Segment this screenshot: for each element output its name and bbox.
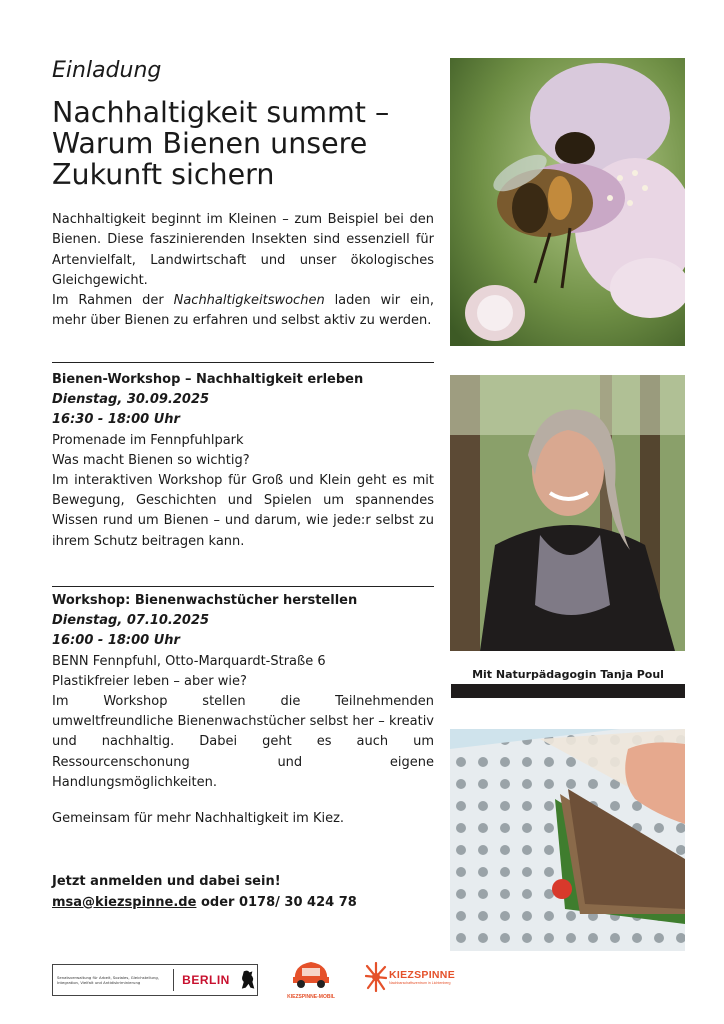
event-1-question: Was macht Bienen so wichtig? <box>52 452 250 468</box>
senate-text: Senatsverwaltung für Arbeit, Soziales, Gleichstellung, Integration, Vielfalt und Antidiskriminierung <box>57 975 159 985</box>
senate-berlin-logo <box>52 964 258 996</box>
call-to-action <box>52 872 434 913</box>
mobil-text: KIEZSPINNE-MOBIL <box>287 994 335 1000</box>
beeswax-wrap-sandwich-icon <box>450 729 685 951</box>
spider-icon <box>365 962 387 992</box>
intro-paragraph-2 <box>52 291 434 332</box>
event-2 <box>52 591 434 793</box>
beeswax-wrap-photo <box>450 729 685 951</box>
event-2-description: Im Workshop stellen die Teilnehmenden umweltfreundliche Bienenwachstücher selbst her – kreativ und nachhaltig. Dabei geht es auch um Ressourcenschonung und eigene Handlungsmöglichkeiten. <box>52 694 434 790</box>
intro-p2-post: laden wir ein, mehr über Bienen zu erfahren und selbst aktiv zu werden. <box>52 293 434 329</box>
caption-bar <box>451 684 685 698</box>
event-1-heading: Bienen-Workshop – Nachhaltigkeit erleben <box>52 372 364 387</box>
event-1-location: Promenade im Fennpfuhlpark <box>52 432 244 448</box>
event-2-location: BENN Fennpfuhl, Otto-Marquardt-Straße 6 <box>52 653 326 669</box>
event-2-question: Plastikfreier leben – aber wie? <box>52 673 247 689</box>
event-2-time: 16:00 - 18:00 Uhr <box>52 633 180 649</box>
mobil-bus-icon <box>285 957 337 989</box>
intro-text <box>52 210 434 332</box>
intro-p2-pre: Im Rahmen der <box>52 293 174 309</box>
event-1-time: 16:30 - 18:00 Uhr <box>52 412 180 428</box>
bee-on-blossom-icon <box>450 58 685 346</box>
kiezspinne-logo <box>365 958 455 996</box>
email-link[interactable]: msa@kiezspinne.de <box>52 894 197 910</box>
portrait-icon <box>450 375 685 651</box>
kiezspinne-name: KIEZSPINNE <box>388 969 455 981</box>
event-1-description: Im interaktiven Workshop für Groß und Klein geht es mit Bewegung, Geschichten und Spielen um spannendes Wissen rund um Bienen – und darum, wie jede:r selbst zu ihrem Schutz beitragen kann. <box>52 473 434 549</box>
intro-paragraph-1: Nachhaltigkeit beginnt im Kleinen – zum Beispiel bei den Bienen. Diese faszinierenden Insekten sind essenziell für Artenvielfalt, Landwirtschaft und unser ökologisches Gleichgewicht. <box>52 212 434 288</box>
event-1-date: Dienstag, 30.09.2025 <box>52 392 210 408</box>
phone-number: oder 0178/ 30 424 78 <box>196 894 357 910</box>
divider-1 <box>52 362 434 363</box>
berlin-bear-icon <box>238 969 257 991</box>
bee-photo <box>450 58 685 346</box>
event-2-heading: Workshop: Bienenwachstücher herstellen <box>52 593 358 608</box>
kiezspinne-mobil-logo <box>285 957 337 999</box>
cta-contact <box>52 893 434 914</box>
berlin-wordmark: BERLIN <box>182 973 230 987</box>
intro-p2-emphasis: Nachhaltigkeitswochen <box>173 293 325 309</box>
cta-line: Jetzt anmelden und dabei sein! <box>52 874 281 889</box>
closing-text: Gemeinsam für mehr Nachhaltigkeit im Kiez. <box>52 811 345 826</box>
event-1 <box>52 370 434 552</box>
kiezspinne-wordmark <box>389 969 455 985</box>
portrait-photo <box>450 375 685 651</box>
page-title: Nachhaltigkeit summt – Warum Bienen unsere Zukunft sichern <box>52 96 390 191</box>
photo-caption: Mit Naturpädagogin Tanja Poul <box>451 651 685 698</box>
divider-2 <box>52 586 434 587</box>
event-2-date: Dienstag, 07.10.2025 <box>52 613 210 629</box>
kiezspinne-subtitle: Nachbarschaftszentrum in Lichtenberg <box>388 981 451 985</box>
kicker: Einladung <box>52 58 162 83</box>
